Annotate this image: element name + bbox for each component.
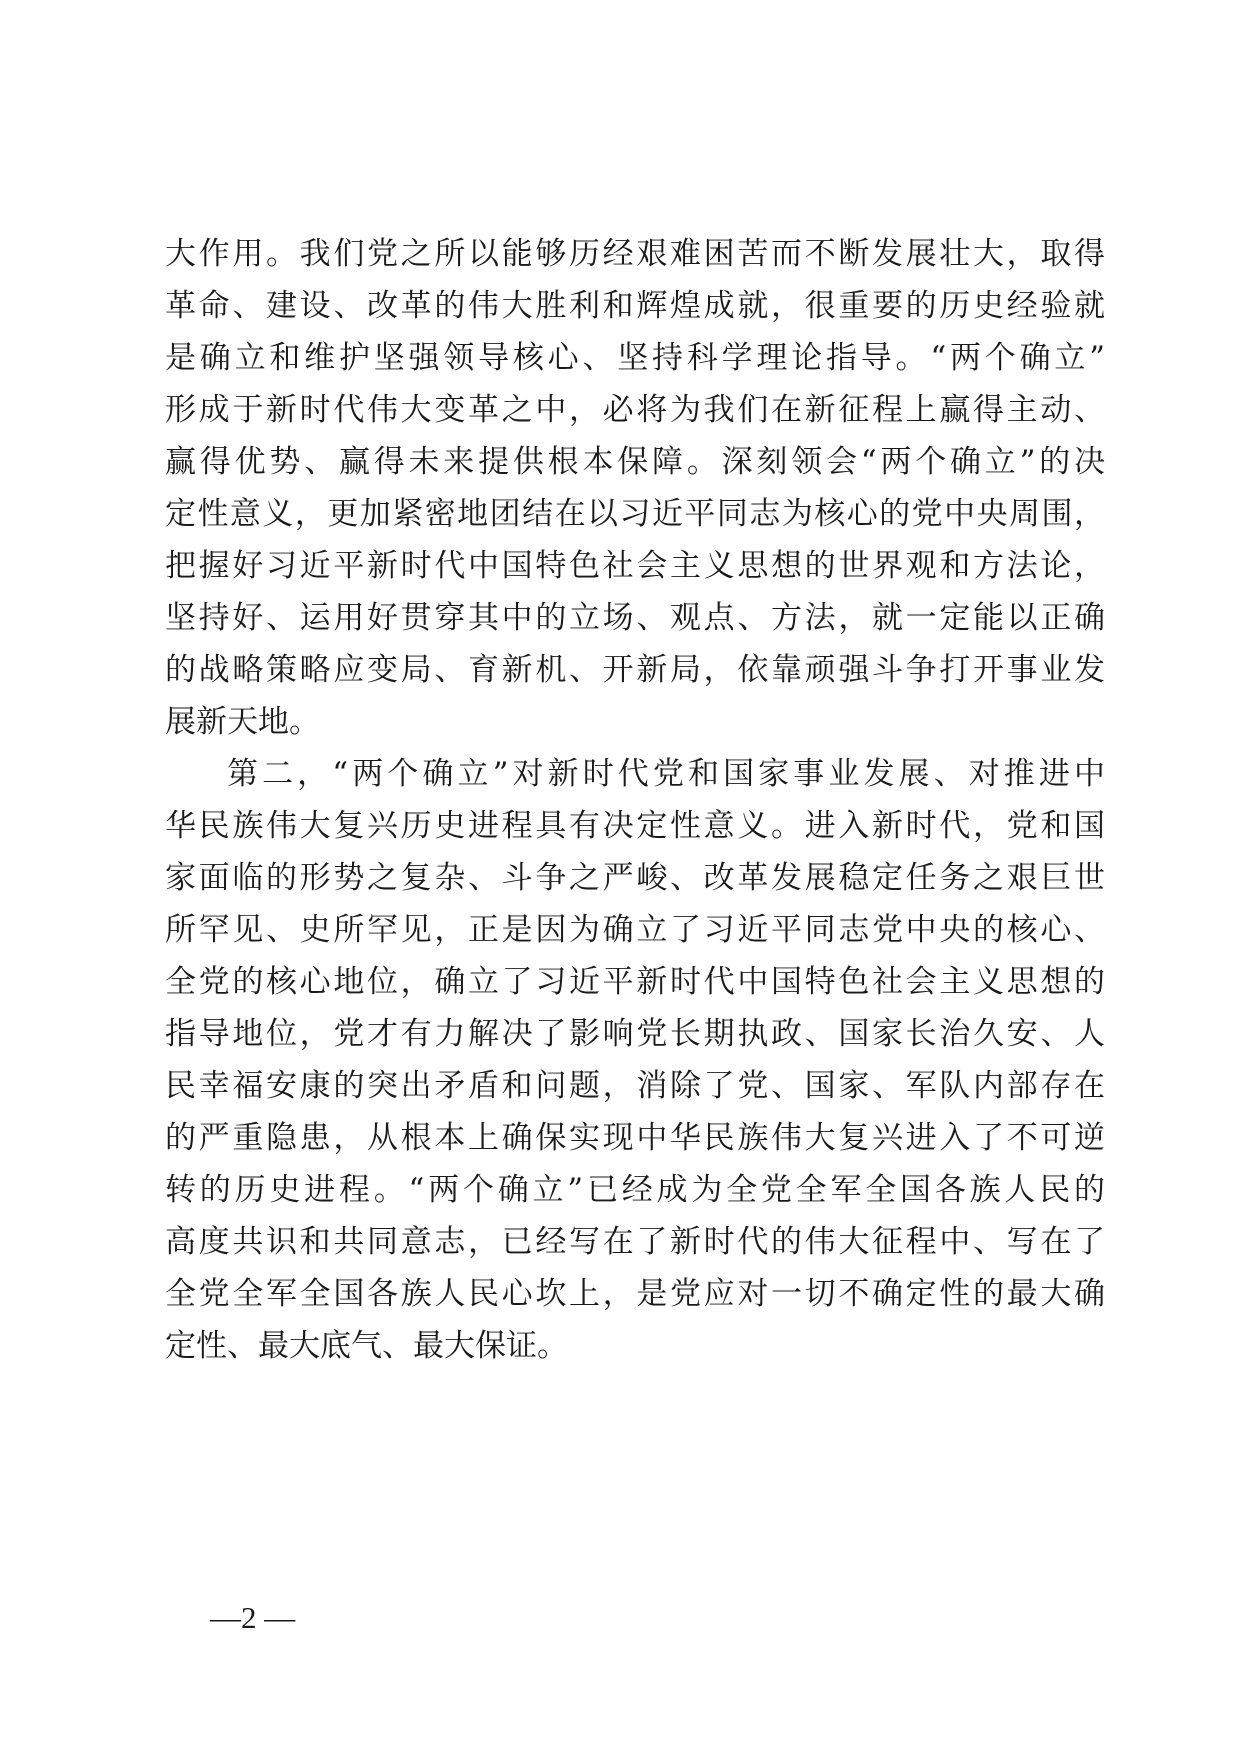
text-line: 的战略策略应变局、育新机、开新局，依靠顽强斗争打开事业发 (165, 652, 1105, 688)
text-line: 指导地位，党才有力解决了影响党长期执政、国家长治久安、人 (165, 1016, 1105, 1052)
text-line: 第二，“两个确立”对新时代党和国家事业发展、对推进中 (227, 756, 1105, 792)
text-line: 民幸福安康的突出矛盾和问题，消除了党、国家、军队内部存在 (165, 1068, 1105, 1104)
text-line: 展新天地。 (165, 704, 320, 740)
text-line: 定性、最大底气、最大保证。 (165, 1328, 568, 1364)
text-line: 大作用。我们党之所以能够历经艰难困苦而不断发展壮大，取得 (165, 236, 1105, 272)
text-line: 高度共识和共同意志，已经写在了新时代的伟大征程中、写在了 (165, 1224, 1105, 1260)
text-line: 转的历史进程。“两个确立”已经成为全党全军全国各族人民的 (165, 1172, 1105, 1208)
text-line: 赢得优势、赢得未来提供根本保障。深刻领会“两个确立”的决 (165, 444, 1105, 480)
body-text (165, 228, 1105, 1372)
paragraph-2 (165, 748, 1105, 1372)
text-line: 把握好习近平新时代中国特色社会主义思想的世界观和方法论， (165, 548, 1105, 584)
text-line: 全党的核心地位，确立了习近平新时代中国特色社会主义思想的 (165, 964, 1105, 1000)
text-line: 所罕见、史所罕见，正是因为确立了习近平同志党中央的核心、 (165, 912, 1105, 948)
text-line: 华民族伟大复兴历史进程具有决定性意义。进入新时代，党和国 (165, 808, 1105, 844)
text-line: 是确立和维护坚强领导核心、坚持科学理论指导。“两个确立” (165, 340, 1105, 376)
text-line: 形成于新时代伟大变革之中，必将为我们在新征程上赢得主动、 (165, 392, 1105, 428)
text-line: 定性意义，更加紧密地团结在以习近平同志为核心的党中央周围， (165, 496, 1105, 532)
paragraph-1 (165, 228, 1105, 748)
text-line: 革命、建设、改革的伟大胜利和辉煌成就，很重要的历史经验就 (165, 288, 1105, 324)
text-line: 家面临的形势之复杂、斗争之严峻、改革发展稳定任务之艰巨世 (165, 860, 1105, 896)
text-line: 的严重隐患，从根本上确保实现中华民族伟大复兴进入了不可逆 (165, 1120, 1105, 1156)
text-line: 全党全军全国各族人民心坎上，是党应对一切不确定性的最大确 (165, 1276, 1105, 1312)
page-number: —2 — (210, 1600, 296, 1635)
text-line: 坚持好、运用好贯穿其中的立场、观点、方法，就一定能以正确 (165, 600, 1105, 636)
